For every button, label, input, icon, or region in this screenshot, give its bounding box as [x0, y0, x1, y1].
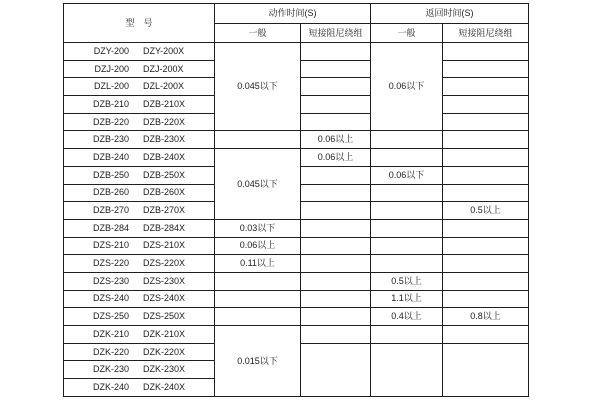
model-label: DZB-210X: [142, 98, 186, 109]
model-label: DZK-230X: [142, 364, 186, 375]
return-damp-cell: [443, 290, 529, 308]
header-row-1: [64, 4, 529, 24]
action-damp-cell: [301, 326, 371, 344]
return-damp-cell: [443, 184, 529, 202]
model-label: DZB-270X: [142, 205, 186, 216]
action-short-damp-header: 短接阻尼绕组: [301, 24, 371, 43]
return-general-cell: 0.4以上: [371, 308, 443, 326]
model-cell: [64, 60, 215, 78]
model-label: DZK-210: [92, 328, 129, 339]
return-damp-cell: [443, 272, 529, 290]
action-damp-cell: [301, 272, 371, 290]
model-cell: [64, 166, 215, 184]
model-label: DZB-250X: [142, 169, 186, 180]
model-label: DZB-260: [92, 187, 129, 198]
model-cell: [64, 202, 215, 220]
return-general-cell: 0.06以下: [371, 166, 443, 184]
model-label: DZB-260X: [142, 187, 186, 198]
action-damp-cell: [301, 96, 371, 114]
action-general-cell: [215, 131, 301, 149]
return-damp-cell: [443, 78, 529, 96]
return-damp-cell: [443, 131, 529, 149]
model-label: DZJ-200X: [143, 63, 184, 74]
model-label: DZK-220X: [142, 346, 186, 357]
return-damp-cell: [443, 237, 529, 255]
return-time-group-header: 返回时间(S): [371, 4, 529, 24]
model-label: DZL-200X: [142, 81, 185, 92]
model-column-header: 型 号: [64, 4, 215, 43]
action-damp-cell: [301, 166, 371, 184]
relay-spec-table: [63, 3, 529, 397]
model-label: DZB-240X: [142, 151, 186, 162]
return-damp-cell: [443, 219, 529, 237]
action-general-cell: [215, 272, 301, 290]
model-label: DZS-230X: [142, 275, 186, 286]
model-cell: [64, 219, 215, 237]
model-label: DZL-200: [93, 81, 129, 92]
action-damp-cell: [301, 113, 371, 131]
return-general-cell: [371, 326, 443, 344]
return-general-cell: [371, 237, 443, 255]
return-damp-cell: [443, 343, 529, 396]
action-general-cell: [215, 290, 301, 308]
model-cell: [64, 379, 215, 397]
return-damp-cell: [443, 149, 529, 167]
model-cell: [64, 149, 215, 167]
action-general-cell: [215, 308, 301, 326]
table-row: [64, 131, 529, 149]
action-general-cell: 0.06以上: [215, 237, 301, 255]
model-label: DZB-220: [92, 116, 129, 127]
model-label: DZB-284X: [142, 222, 186, 233]
model-label: DZY-200: [93, 45, 129, 56]
action-damp-cell: [301, 78, 371, 96]
table-row: [64, 219, 529, 237]
return-general-cell: [371, 149, 443, 167]
model-cell: [64, 343, 215, 361]
model-label: DZB-230X: [142, 134, 186, 145]
table-row: [64, 43, 529, 61]
return-damp-cell: 0.5以上: [443, 202, 529, 220]
table-row: [64, 272, 529, 290]
model-cell: [64, 255, 215, 273]
model-cell: [64, 290, 215, 308]
model-label: DZB-270: [92, 205, 129, 216]
action-damp-cell: [301, 219, 371, 237]
model-cell: [64, 78, 215, 96]
model-label: DZB-250: [92, 169, 129, 180]
return-damp-cell: [443, 60, 529, 78]
return-damp-cell: [443, 166, 529, 184]
model-label: DZY-200X: [142, 45, 185, 56]
spec-table-body: [64, 43, 529, 397]
model-label: DZS-220: [92, 258, 129, 269]
action-time-group-header: 动作时间(S): [215, 4, 371, 24]
model-label: DZS-210X: [142, 240, 186, 251]
model-label: DZS-250: [92, 311, 129, 322]
action-general-cell: 0.015以下: [215, 326, 301, 397]
action-damp-cell: [301, 184, 371, 202]
action-general-cell: 0.045以下: [215, 149, 301, 220]
return-damp-cell: 0.8以上: [443, 308, 529, 326]
table-row: [64, 237, 529, 255]
model-cell: [64, 113, 215, 131]
action-damp-cell: [301, 308, 371, 326]
model-cell: [64, 43, 215, 61]
action-damp-cell: 0.06以上: [301, 131, 371, 149]
model-cell: [64, 272, 215, 290]
action-general-cell: 0.03以下: [215, 219, 301, 237]
table-row: [64, 255, 529, 273]
model-label: DZK-220: [92, 346, 129, 357]
model-label: DZK-230: [92, 364, 129, 375]
model-cell: [64, 361, 215, 379]
return-general-cell: 0.5以上: [371, 272, 443, 290]
action-damp-cell: [301, 43, 371, 61]
action-damp-cell: [301, 202, 371, 220]
table-row: [64, 290, 529, 308]
model-cell: [64, 308, 215, 326]
action-damp-cell: [301, 60, 371, 78]
model-label: DZB-284: [92, 222, 129, 233]
model-label: DZB-210: [92, 98, 129, 109]
return-damp-cell: [443, 96, 529, 114]
action-damp-cell: [301, 290, 371, 308]
model-label: DZB-230: [92, 134, 129, 145]
model-label: DZJ-200: [94, 63, 129, 74]
return-general-cell: [371, 184, 443, 202]
model-label: DZK-240X: [142, 382, 186, 393]
model-cell: [64, 131, 215, 149]
model-cell: [64, 237, 215, 255]
return-general-cell: [371, 202, 443, 220]
action-general-cell: 0.045以下: [215, 43, 301, 131]
return-general-cell: [371, 219, 443, 237]
table-row: [64, 149, 529, 167]
action-general-header: 一般: [215, 24, 301, 43]
table-row: [64, 308, 529, 326]
action-damp-cell: [301, 255, 371, 273]
model-label: DZS-250X: [142, 311, 186, 322]
model-label: DZS-210: [92, 240, 129, 251]
model-cell: [64, 184, 215, 202]
table-row: [64, 326, 529, 344]
return-general-cell: 0.06以下: [371, 43, 443, 131]
action-damp-cell: [301, 343, 371, 396]
return-general-cell: [371, 131, 443, 149]
model-label: DZS-240: [92, 293, 129, 304]
model-label: DZK-240: [92, 382, 129, 393]
model-label: DZB-220X: [142, 116, 186, 127]
model-cell: [64, 326, 215, 344]
table-header: [64, 4, 529, 43]
return-damp-cell: [443, 113, 529, 131]
model-cell: [64, 96, 215, 114]
model-label: DZS-230: [92, 275, 129, 286]
action-damp-cell: 0.06以上: [301, 149, 371, 167]
return-general-cell: [371, 343, 443, 396]
return-short-damp-header: 短接阻尼绕组: [443, 24, 529, 43]
return-general-cell: 1.1以上: [371, 290, 443, 308]
model-label: DZB-240: [92, 151, 129, 162]
return-damp-cell: [443, 43, 529, 61]
model-label: DZK-210X: [142, 328, 186, 339]
return-damp-cell: [443, 326, 529, 344]
return-general-header: 一般: [371, 24, 443, 43]
action-damp-cell: [301, 237, 371, 255]
action-general-cell: 0.11以上: [215, 255, 301, 273]
return-damp-cell: [443, 255, 529, 273]
return-general-cell: [371, 255, 443, 273]
model-label: DZS-220X: [142, 258, 186, 269]
model-label: DZS-240X: [142, 293, 186, 304]
